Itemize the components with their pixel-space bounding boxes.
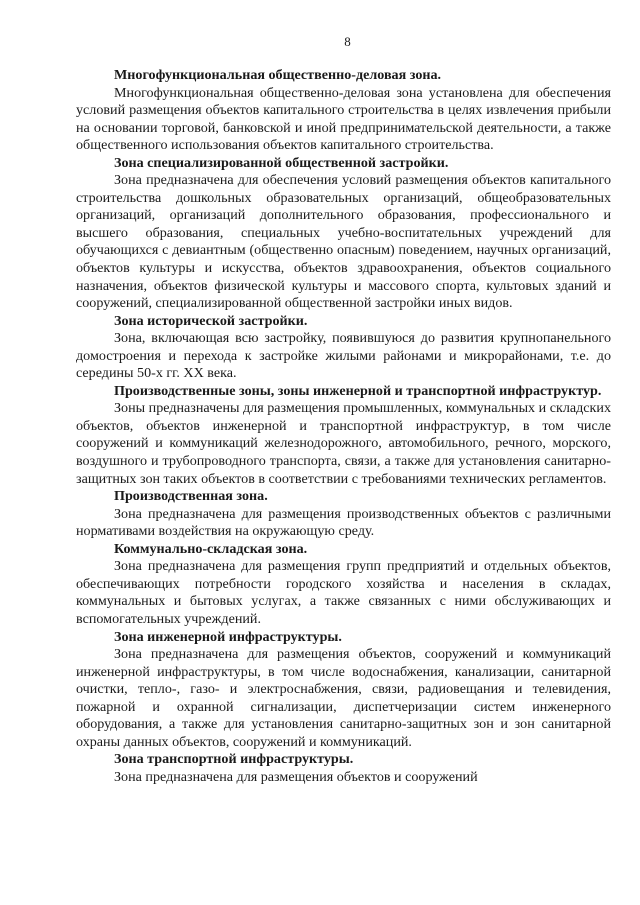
- section-paragraph: Зона предназначена для размещения объектов, сооружений и коммуникаций инженерной инфраструктуры, в том числе водоснабжения, канализации, санитарной очистки, тепло-, газо- и электроснабжения, связи, радиовещания и телевидения, пожарной и охранной сигнализации, диспетчеризации систем инженерного оборудования, а также для установления санитарно-защитных зон и зон санитарной охраны данных объектов, сооружений и коммуникаций.: [76, 646, 611, 750]
- section-transport-infrastructure-zone: [76, 751, 611, 786]
- section-paragraph: Зоны предназначены для размещения промышленных, коммунальных и складских объектов, объектов инженерной и транспортной инфраструктур, в том числе сооружений и коммуникаций железнодорожного, автомобильного, речного, морского, воздушного и трубопроводного транспорта, связи, а также для установления санитарно-защитных зон таких объектов в соответствии с требованиями технических регламентов.: [76, 400, 611, 487]
- page-number: 8: [344, 34, 351, 49]
- section-paragraph: Зона предназначена для размещения объектов и сооружений: [114, 768, 478, 785]
- section-heading: Производственная зона.: [114, 488, 268, 505]
- section-paragraph: Зона, включающая всю застройку, появившуюся до развития крупнопанельного домостроения и перехода к застройке жилыми районами и микрорайонами, т.е. до середины 50-х гг. XX века.: [76, 330, 611, 382]
- section-paragraph: Зона предназначена для обеспечения условий размещения объектов капитального строительства дошкольных образовательных организаций, общеобразовательных организаций, организаций дополнительного образования, профессионального и высшего образования, специальных учебно-воспитательных учреждений для обучающихся с девиантным (общественно опасным) поведением, научных организаций, объектов культуры и искусства, объектов здравоохранения, объектов социального назначения, объектов физической культуры и массового спорта, культовых зданий и сооружений, специализированной общественной застройки иных видов.: [76, 172, 611, 312]
- section-heading: Производственные зоны, зоны инженерной и транспортной инфраструктур.: [114, 382, 602, 399]
- section-heading: Зона транспортной инфраструктуры.: [114, 751, 354, 768]
- section-heading: Зона инженерной инфраструктуры.: [114, 628, 342, 645]
- section-multifunctional-zone: [76, 67, 611, 155]
- section-paragraph: Зона предназначена для размещения групп предприятий и отдельных объектов, обеспечивающих потребности городского хозяйства и населения в складах, коммунальных и бытовых услугах, а также связанных с ними обслуживающих и вспомогательных учреждений.: [76, 558, 611, 627]
- section-engineering-infrastructure-zone: [76, 629, 611, 752]
- document-page: [76, 34, 611, 786]
- section-heading: Зона специализированной общественной застройки.: [114, 154, 449, 171]
- section-specialized-public-zone: [76, 155, 611, 313]
- section-historic-zone: [76, 313, 611, 383]
- section-heading: Зона исторической застройки.: [114, 312, 308, 329]
- section-paragraph: Многофункциональная общественно-деловая зона установлена для обеспечения условий размещения объектов капитального строительства в целях извлечения прибыли на основании торговой, банковской и иной предпринимательской деятельности, а также общественного использования объектов капитального строительства.: [76, 84, 611, 154]
- section-heading: Многофункциональная общественно-деловая зона.: [114, 67, 442, 83]
- section-communal-warehouse-zone: [76, 541, 611, 629]
- section-heading: Коммунально-складская зона.: [114, 540, 308, 557]
- section-paragraph: Зона предназначена для размещения производственных объектов с различными нормативами воздействия на окружающую среду.: [76, 505, 611, 540]
- section-production-infrastructure-zones: [76, 383, 611, 488]
- section-production-zone: [76, 488, 611, 541]
